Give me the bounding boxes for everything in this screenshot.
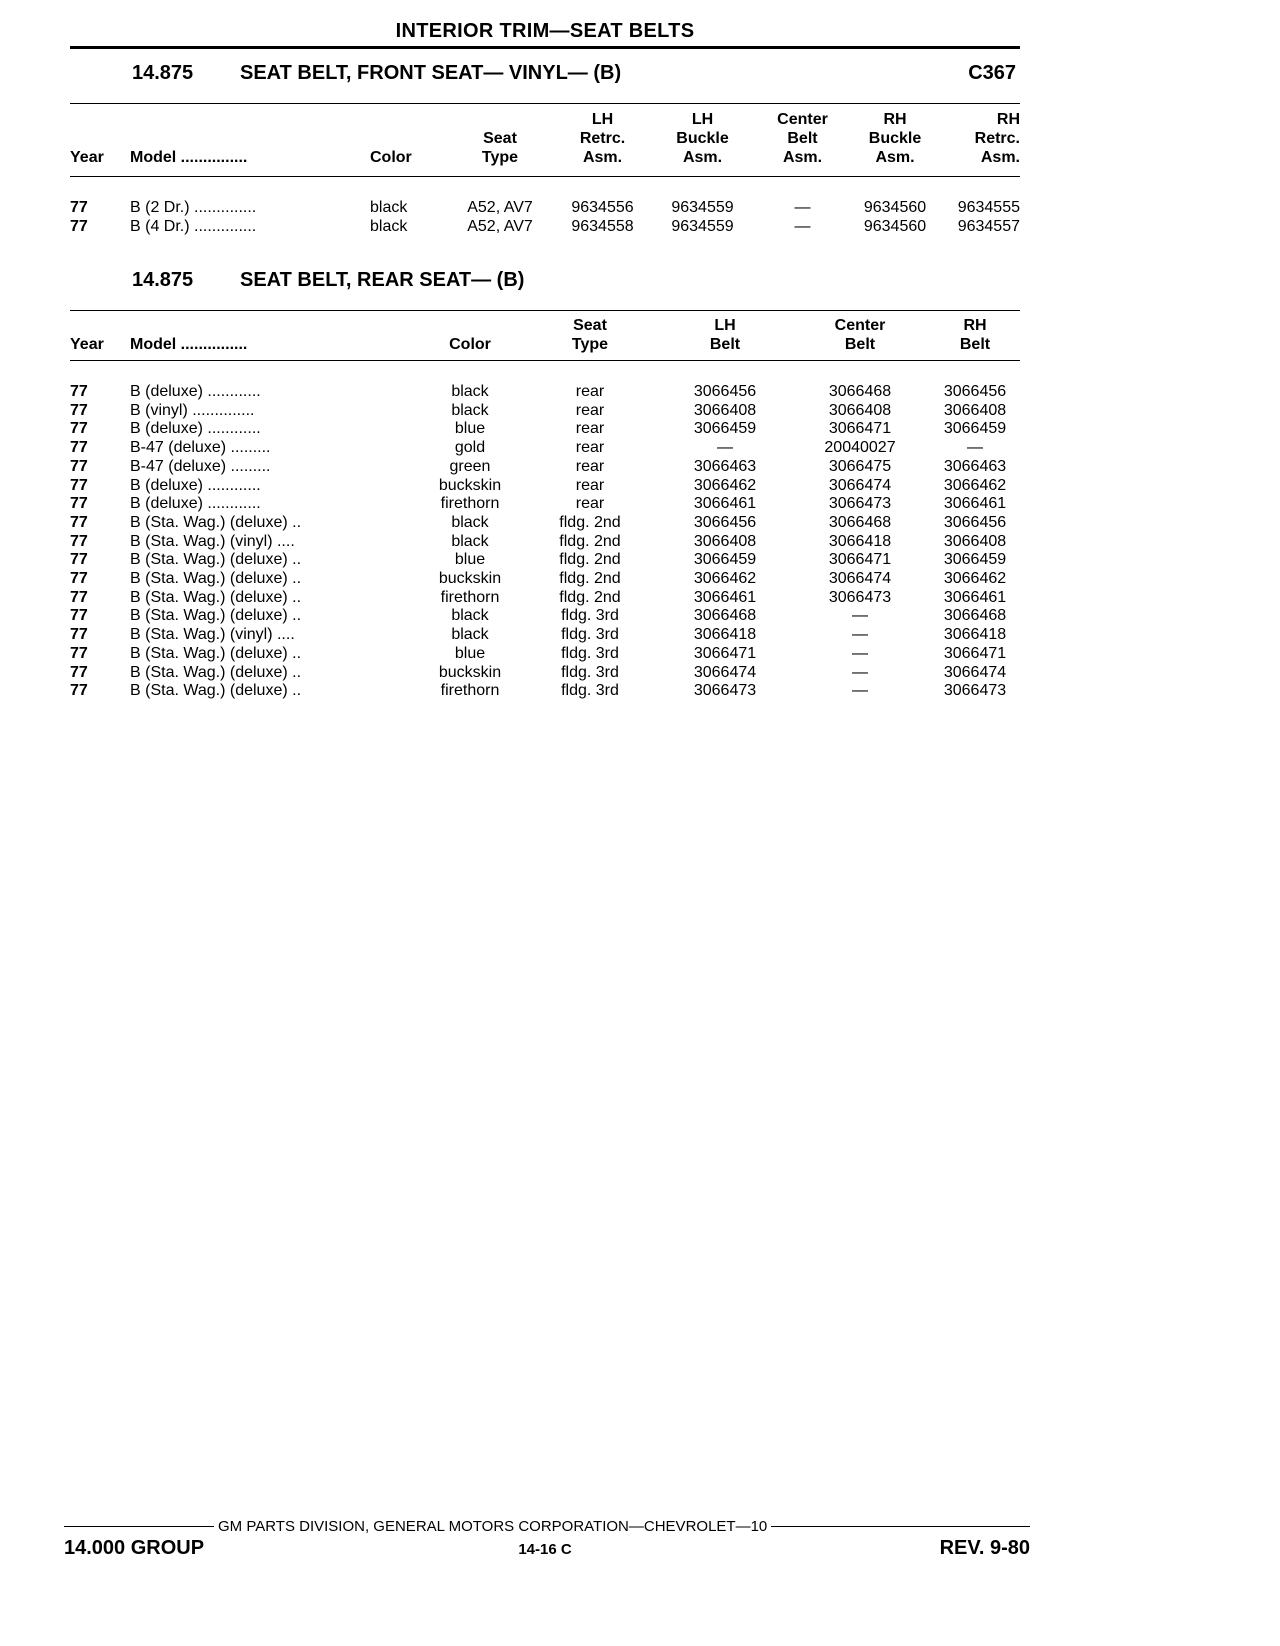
cell-lh-belt: 3066462: [693, 570, 757, 588]
cell-seat-type: rear: [575, 495, 605, 513]
front-table-top-rule: [70, 103, 1020, 104]
table-row: [70, 458, 1020, 477]
cell-lh-belt: 3066461: [693, 588, 757, 606]
column-header-line: RH: [883, 111, 907, 128]
column-header-line: RH: [996, 111, 1020, 128]
cell-center-belt: 3066474: [828, 476, 892, 494]
column-header-line: Type: [571, 336, 609, 353]
table-row: [70, 514, 1020, 533]
cell-lh-retrc: 9634556: [571, 199, 634, 216]
column-header-line: Asm.: [980, 149, 1020, 166]
cell-rh-belt: 3066408: [943, 401, 1007, 419]
column-header-line: Belt: [709, 336, 741, 353]
table-row: [70, 626, 1020, 645]
cell-center-belt: —: [794, 217, 811, 235]
front-section-code: C367: [968, 62, 1016, 84]
column-header-line: Belt: [844, 336, 876, 353]
column-header-line: Asm.: [682, 149, 723, 166]
cell-rh-belt: 3066473: [943, 682, 1007, 700]
cell-model: B (Sta. Wag.) (deluxe) ..: [130, 588, 302, 606]
column-header: [130, 316, 420, 354]
cell-model: B (Sta. Wag.) (deluxe) ..: [130, 682, 302, 700]
cell-lh-belt: 3066463: [693, 457, 757, 475]
column-header-line: Buckle: [676, 130, 729, 147]
cell-rh-belt: —: [967, 439, 983, 457]
rear-section-title: [132, 269, 524, 292]
cell-year: 77: [70, 495, 88, 513]
column-header-line: Seat: [483, 130, 517, 147]
cell-center-belt: 3066474: [828, 570, 892, 588]
cell-center-belt: 3066468: [828, 513, 892, 531]
column-header-line: Retrc.: [974, 130, 1020, 147]
column-header-line: LH: [591, 111, 614, 128]
cell-lh-belt: 3066471: [693, 644, 757, 662]
table-row: [70, 570, 1020, 589]
cell-seat-type: fldg. 3rd: [561, 663, 619, 681]
cell-center-belt: 3066471: [828, 420, 892, 438]
column-header: [420, 316, 520, 354]
cell-lh-belt: 3066408: [693, 532, 757, 550]
cell-seat-type: rear: [575, 476, 605, 494]
cell-center-belt: —: [852, 626, 868, 644]
table-row: [70, 645, 1020, 664]
column-header: [520, 316, 660, 354]
cell-year: 77: [70, 383, 88, 400]
cell-year: 77: [70, 401, 88, 419]
table-row: [70, 664, 1020, 683]
cell-lh-belt: 3066462: [693, 476, 757, 494]
cell-color: buckskin: [438, 663, 502, 681]
cell-center-belt: —: [794, 199, 811, 216]
column-header-line: Color: [449, 336, 491, 353]
cell-rh-belt: 3066459: [943, 551, 1007, 569]
cell-year: 77: [70, 570, 88, 588]
rear-table-header-row: [70, 316, 1020, 354]
table-row: [70, 402, 1020, 421]
cell-lh-belt: 3066418: [693, 626, 757, 644]
column-header-line: Seat: [573, 317, 607, 334]
footer-rule-right: [771, 1526, 1030, 1527]
heading-rule: [70, 46, 1020, 49]
cell-color: firethorn: [440, 682, 500, 700]
page-heading: INTERIOR TRIM—SEAT BELTS: [395, 20, 695, 42]
cell-center-belt: —: [852, 663, 868, 681]
cell-seat-type: rear: [575, 457, 605, 475]
column-header: [70, 316, 130, 354]
column-header-line: Color: [370, 149, 412, 166]
cell-seat-type: fldg. 2nd: [559, 532, 621, 550]
cell-color: black: [451, 607, 489, 625]
cell-color: black: [451, 532, 489, 550]
front-seat-belt-table: [70, 110, 1020, 236]
cell-lh-belt: 3066459: [693, 420, 757, 438]
column-header-line: Retrc.: [579, 130, 626, 147]
rear-seat-belt-table: [70, 316, 1020, 701]
rear-table-top-rule: [70, 310, 1020, 311]
table-row: [70, 551, 1020, 570]
cell-center-belt: —: [852, 607, 868, 625]
cell-rh-belt: 3066408: [943, 532, 1007, 550]
cell-center-belt: —: [852, 644, 868, 662]
column-header: [370, 110, 445, 167]
table-row: [70, 495, 1020, 514]
footer-division-line: [64, 1518, 1030, 1535]
cell-model: B-47 (deluxe) .........: [130, 439, 271, 457]
cell-year: 77: [70, 551, 88, 569]
cell-color: black: [451, 626, 489, 644]
cell-seat-type: fldg. 2nd: [559, 588, 621, 606]
cell-year: 77: [70, 420, 88, 438]
cell-lh-belt: 3066473: [693, 682, 757, 700]
cell-lh-belt: 3066468: [693, 607, 757, 625]
cell-model: B (Sta. Wag.) (deluxe) ..: [130, 663, 302, 681]
cell-rh-retrc: 9634557: [957, 217, 1020, 235]
cell-rh-belt: 3066462: [943, 570, 1007, 588]
cell-lh-belt: 3066459: [693, 551, 757, 569]
cell-seat-type: fldg. 3rd: [561, 644, 619, 662]
table-row: [70, 383, 1020, 402]
cell-year: 77: [70, 217, 88, 235]
cell-center-belt: 3066475: [828, 457, 892, 475]
front-section-title: [132, 62, 621, 85]
cell-color: black: [451, 401, 489, 419]
column-header: [70, 110, 130, 167]
column-header: [755, 110, 850, 167]
cell-model: B (Sta. Wag.) (deluxe) ..: [130, 607, 302, 625]
cell-lh-buckle: 9634559: [671, 217, 734, 235]
cell-lh-buckle: 9634559: [671, 199, 734, 216]
cell-rh-belt: 3066474: [943, 663, 1007, 681]
cell-rh-belt: 3066456: [943, 383, 1007, 400]
cell-seat-type: rear: [575, 420, 605, 438]
table-row: [70, 439, 1020, 458]
cell-color: black: [451, 513, 489, 531]
column-header: [130, 110, 370, 167]
column-header-line: Model ...............: [130, 336, 248, 353]
column-header-line: Asm.: [875, 149, 915, 166]
cell-color: black: [370, 217, 408, 235]
cell-seat-type: rear: [575, 401, 605, 419]
column-header-line: Year: [70, 336, 104, 353]
column-header-line: Asm.: [782, 149, 823, 166]
cell-center-belt: 3066468: [828, 383, 892, 400]
cell-lh-belt: 3066461: [693, 495, 757, 513]
cell-year: 77: [70, 513, 88, 531]
cell-rh-belt: 3066459: [943, 420, 1007, 438]
cell-model: B-47 (deluxe) .........: [130, 457, 271, 475]
cell-color: gold: [454, 439, 486, 457]
cell-seat-type: fldg. 2nd: [559, 551, 621, 569]
cell-rh-buckle: 9634560: [863, 217, 927, 235]
column-header: [790, 316, 930, 354]
cell-model: B (Sta. Wag.) (deluxe) ..: [130, 513, 302, 531]
cell-rh-belt: 3066461: [943, 495, 1007, 513]
column-header-line: RH: [963, 317, 987, 334]
column-header: [650, 110, 755, 167]
cell-model: B (deluxe) ............: [130, 383, 261, 400]
column-header-line: Type: [481, 149, 519, 166]
table-row: [70, 420, 1020, 439]
cell-lh-belt: 3066474: [693, 663, 757, 681]
cell-color: blue: [454, 420, 486, 438]
table-row: [70, 682, 1020, 701]
cell-seat-type: fldg. 3rd: [561, 607, 619, 625]
footer-page-number: 14-16 C: [518, 1541, 572, 1558]
rear-section-name: SEAT BELT, REAR SEAT— (B): [240, 269, 525, 291]
footer-rule-left: [64, 1526, 214, 1527]
cell-model: B (deluxe) ............: [130, 495, 261, 513]
cell-year: 77: [70, 626, 88, 644]
cell-rh-belt: 3066456: [943, 513, 1007, 531]
cell-rh-belt: 3066462: [943, 476, 1007, 494]
cell-color: firethorn: [440, 495, 500, 513]
cell-model: B (Sta. Wag.) (vinyl) ....: [130, 626, 295, 644]
column-header-line: Center: [777, 111, 828, 128]
cell-color: black: [451, 383, 489, 400]
column-header: [940, 110, 1020, 167]
front-section-name: SEAT BELT, FRONT SEAT— VINYL— (B): [240, 62, 622, 84]
footer-revision: REV. 9-80: [939, 1537, 1030, 1559]
cell-lh-belt: 3066456: [693, 513, 757, 531]
footer-division-text: GM PARTS DIVISION, GENERAL MOTORS CORPORATION—CHEVROLET—10: [218, 1518, 768, 1535]
column-header-line: Buckle: [868, 130, 922, 147]
rear-section-number: 14.875: [132, 269, 194, 291]
cell-year: 77: [70, 644, 88, 662]
cell-model: B (Sta. Wag.) (deluxe) ..: [130, 644, 302, 662]
column-header-line: Asm.: [582, 149, 623, 166]
column-header-line: LH: [691, 111, 714, 128]
cell-model: B (Sta. Wag.) (vinyl) ....: [130, 532, 295, 550]
cell-seat-type: fldg. 2nd: [559, 570, 621, 588]
cell-seat-type: A52, AV7: [467, 217, 533, 235]
column-header: [445, 110, 555, 167]
cell-year: 77: [70, 457, 88, 475]
cell-lh-belt: —: [717, 439, 733, 457]
cell-center-belt: 3066418: [828, 532, 892, 550]
cell-seat-type: fldg. 3rd: [561, 626, 619, 644]
cell-model: B (Sta. Wag.) (deluxe) ..: [130, 551, 302, 569]
cell-rh-buckle: 9634560: [863, 199, 927, 216]
cell-center-belt: —: [852, 682, 868, 700]
cell-center-belt: 20040027: [824, 439, 896, 457]
cell-seat-type: A52, AV7: [467, 199, 533, 216]
cell-lh-retrc: 9634558: [571, 217, 634, 235]
cell-lh-belt: 3066408: [693, 401, 757, 419]
cell-rh-belt: 3066461: [943, 588, 1007, 606]
cell-center-belt: 3066408: [828, 401, 892, 419]
front-section-number: 14.875: [132, 62, 194, 84]
cell-center-belt: 3066473: [828, 495, 892, 513]
cell-year: 77: [70, 607, 88, 625]
column-header: [555, 110, 650, 167]
cell-lh-belt: 3066456: [693, 383, 757, 400]
cell-year: 77: [70, 439, 88, 457]
cell-year: 77: [70, 532, 88, 550]
column-header-line: Center: [834, 317, 886, 334]
column-header: [930, 316, 1020, 354]
column-header: [850, 110, 940, 167]
cell-color: buckskin: [438, 570, 502, 588]
cell-year: 77: [70, 663, 88, 681]
table-row: [70, 589, 1020, 608]
cell-seat-type: fldg. 2nd: [559, 513, 621, 531]
footer-group: 14.000 GROUP: [64, 1537, 205, 1559]
cell-model: B (2 Dr.) ..............: [130, 199, 257, 216]
cell-rh-belt: 3066468: [943, 607, 1007, 625]
cell-seat-type: rear: [575, 439, 605, 457]
cell-color: green: [449, 457, 491, 475]
cell-color: firethorn: [440, 588, 500, 606]
cell-model: B (Sta. Wag.) (deluxe) ..: [130, 570, 302, 588]
cell-model: B (deluxe) ............: [130, 476, 261, 494]
cell-rh-belt: 3066463: [943, 457, 1007, 475]
column-header: [660, 316, 790, 354]
cell-center-belt: 3066471: [828, 551, 892, 569]
column-header-line: Year: [70, 149, 104, 166]
cell-rh-belt: 3066418: [943, 626, 1007, 644]
cell-seat-type: fldg. 3rd: [561, 682, 619, 700]
cell-color: black: [370, 199, 408, 216]
cell-year: 77: [70, 588, 88, 606]
table-row: [70, 218, 1020, 237]
column-header-line: Belt: [787, 130, 818, 147]
cell-model: B (vinyl) ..............: [130, 401, 255, 419]
cell-model: B (4 Dr.) ..............: [130, 217, 257, 235]
cell-model: B (deluxe) ............: [130, 420, 261, 438]
cell-rh-retrc: 9634555: [957, 199, 1020, 216]
front-table-header-row: [70, 110, 1020, 167]
column-header-line: Belt: [959, 336, 991, 353]
cell-color: blue: [454, 644, 486, 662]
table-row: [70, 533, 1020, 552]
table-row: [70, 607, 1020, 626]
cell-center-belt: 3066473: [828, 588, 892, 606]
cell-rh-belt: 3066471: [943, 644, 1007, 662]
cell-year: 77: [70, 682, 88, 700]
cell-year: 77: [70, 476, 88, 494]
table-row: [70, 199, 1020, 218]
cell-year: 77: [70, 199, 88, 216]
cell-color: blue: [454, 551, 486, 569]
cell-color: buckskin: [438, 476, 502, 494]
column-header-line: LH: [714, 317, 736, 334]
column-header-line: Model ...............: [130, 149, 248, 166]
cell-seat-type: rear: [575, 383, 605, 400]
table-row: [70, 477, 1020, 496]
